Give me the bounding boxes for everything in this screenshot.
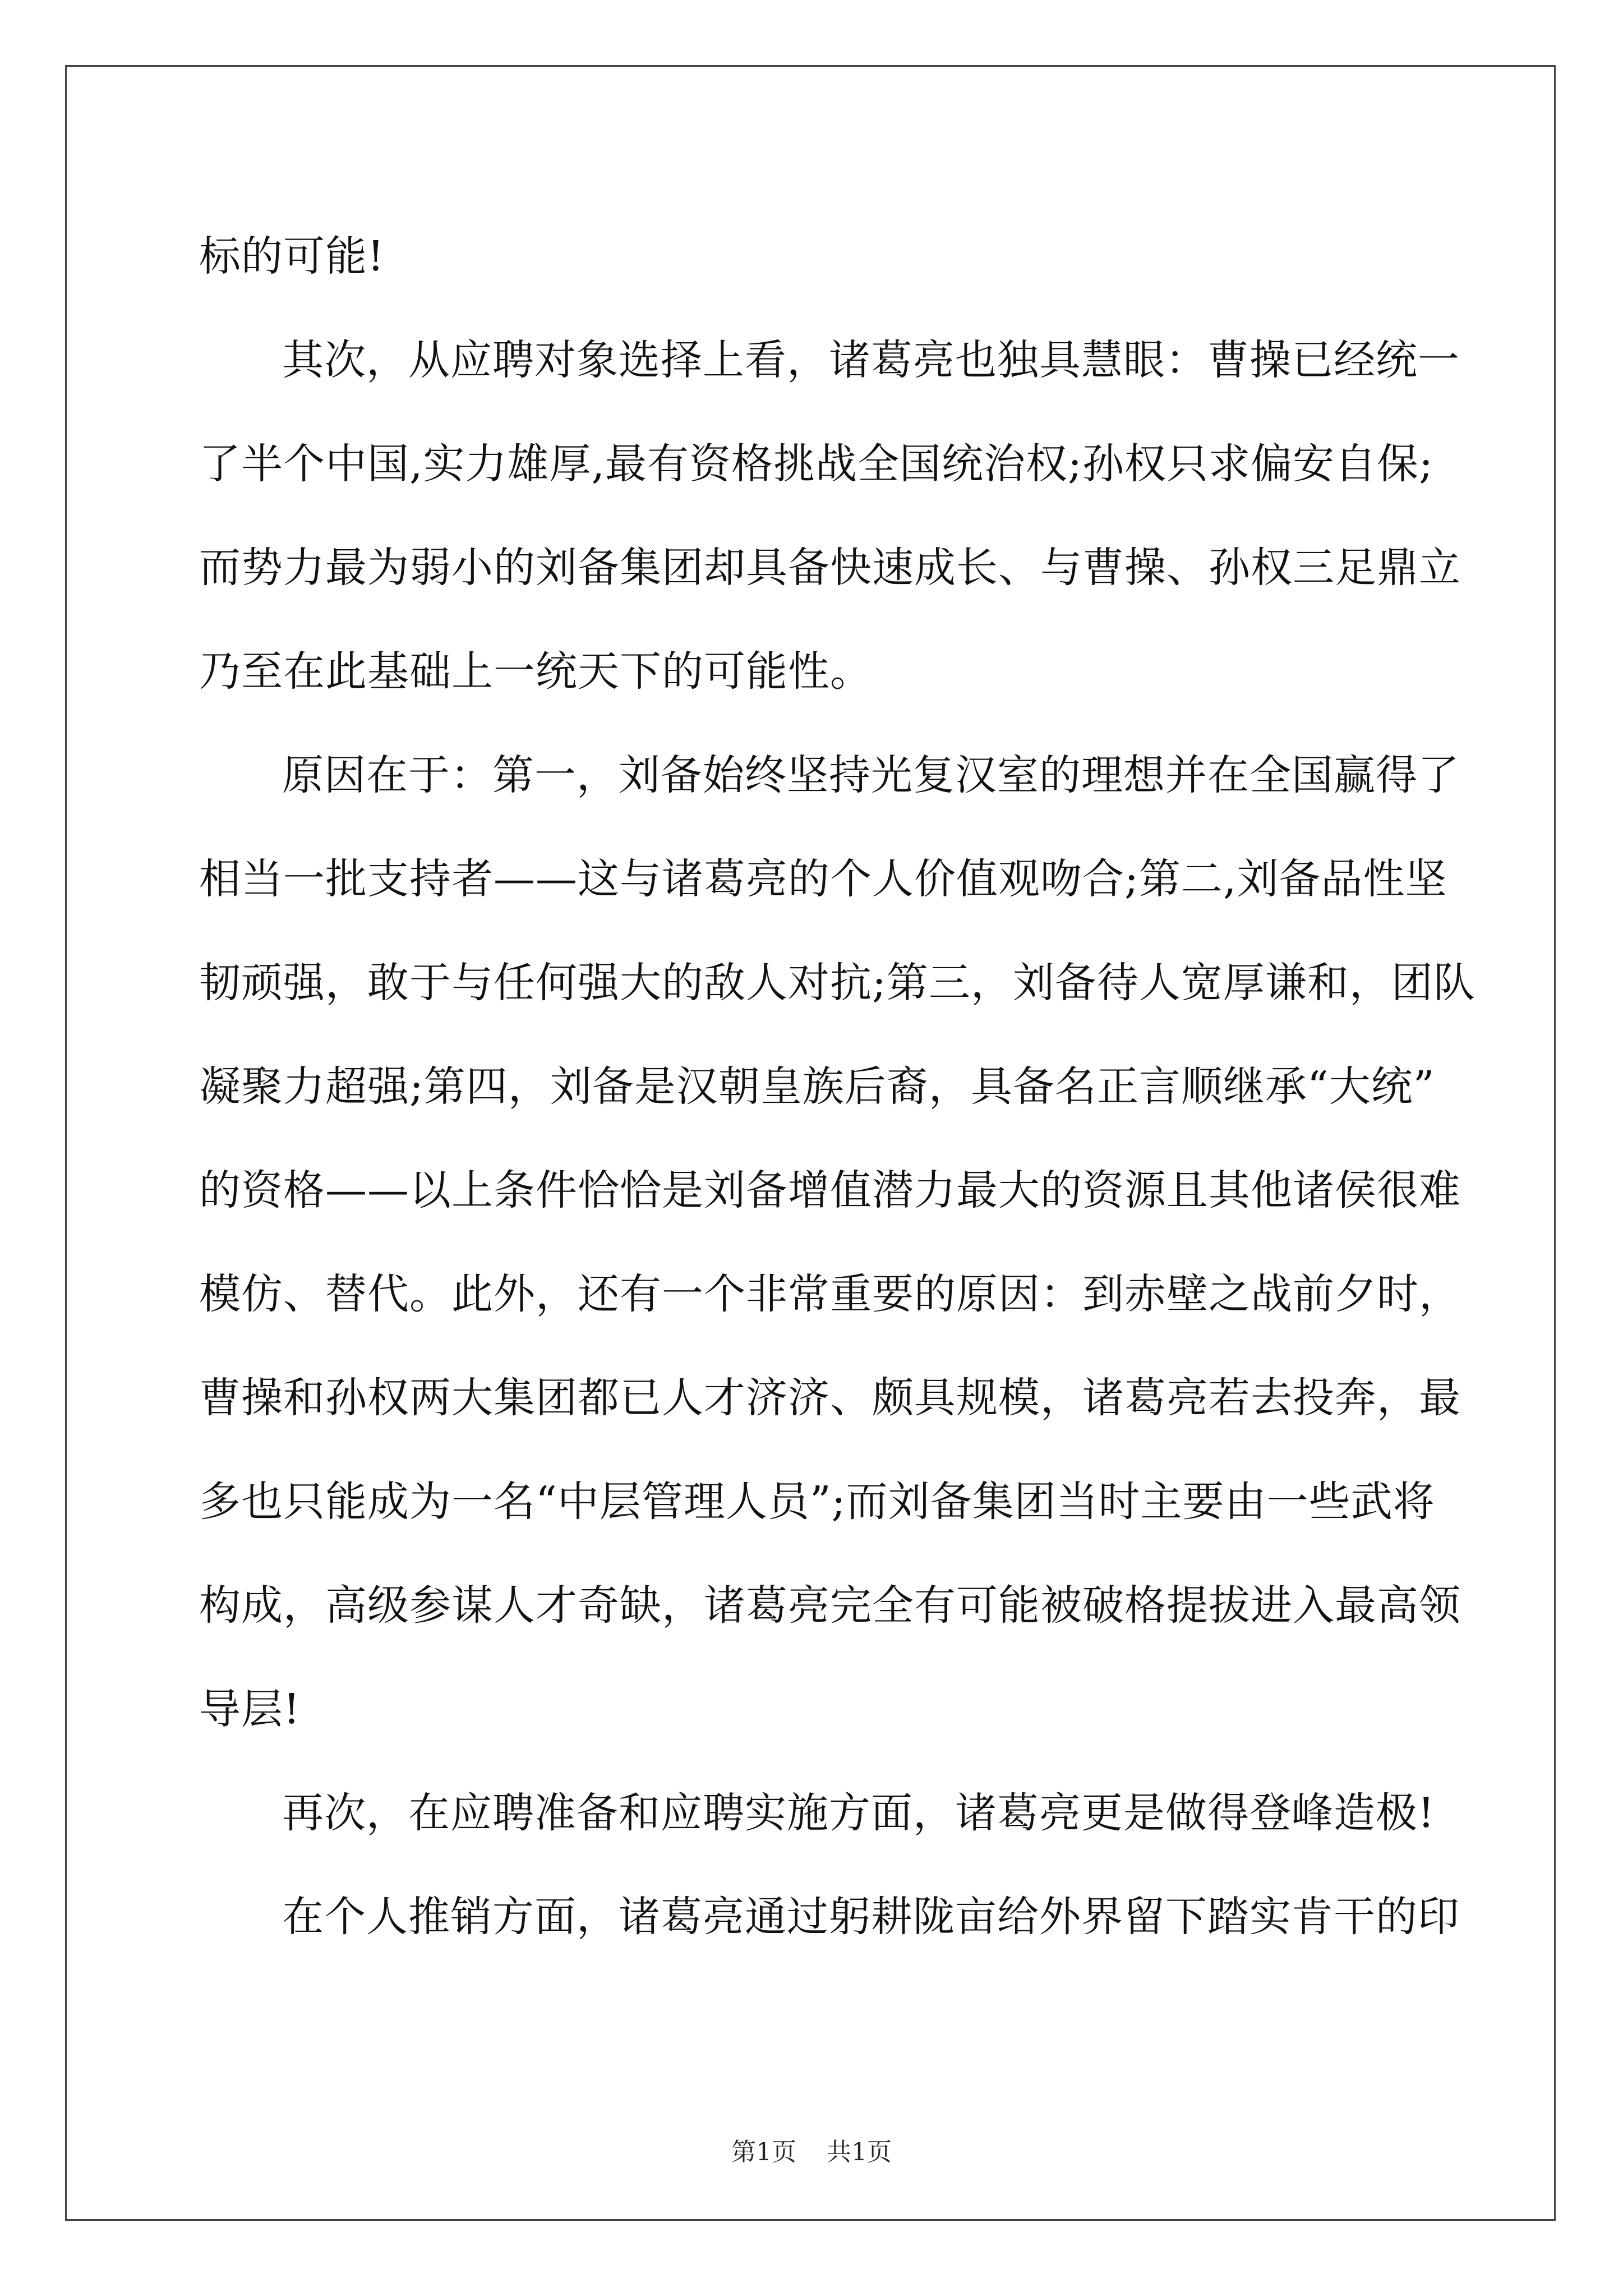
text-line-13: 多也只能成为一名“中层管理人员”;而刘备集团当时主要由一些武将	[199, 1478, 1435, 1526]
text-line-4: 而势力最为弱小的刘备集团却具备快速成长、与曹操、孙权三足鼎立	[199, 544, 1461, 592]
text-line-7: 相当一批支持者——这与诸葛亮的个人价值观吻合;第二,刘备品性坚	[199, 855, 1447, 903]
page-number: 第1页	[731, 2138, 796, 2166]
text-line-14: 构成，高级参谋人才奇缺，诸葛亮完全有可能被破格提拔进入最高领	[199, 1581, 1461, 1630]
text-line-16: 再次，在应聘准备和应聘实施方面，诸葛亮更是做得登峰造极!	[282, 1789, 1435, 1837]
page-total: 共1页	[827, 2138, 892, 2166]
text-line-9: 凝聚力超强;第四，刘备是汉朝皇族后裔，具备名正言顺继承“大统”	[199, 1062, 1435, 1111]
text-line-8: 韧顽强，敢于与任何强大的敌人对抗;第三，刘备待人宽厚谦和，团队	[199, 959, 1476, 1007]
text-line-10: 的资格——以上条件恰恰是刘备增值潜力最大的资源且其他诸侯很难	[199, 1166, 1461, 1214]
text-line-12: 曹操和孙权两大集团都已人才济济、颇具规模，诸葛亮若去投奔，最	[199, 1374, 1461, 1422]
text-line-2: 其次，从应聘对象选择上看，诸葛亮也独具慧眼：曹操已经统一	[282, 336, 1460, 384]
text-line-1: 标的可能!	[199, 232, 385, 280]
text-line-15: 导层!	[199, 1685, 301, 1733]
document-body	[199, 205, 1476, 1969]
text-line-11: 模仿、替代。此外，还有一个非常重要的原因：到赤壁之战前夕时，	[199, 1270, 1461, 1318]
text-line-6: 原因在于：第一，刘备始终坚持光复汉室的理想并在全国赢得了	[282, 751, 1460, 799]
page-footer	[0, 2132, 1623, 2168]
text-line-5: 乃至在此基础上一统天下的可能性。	[199, 647, 872, 696]
text-line-3: 了半个中国,实力雄厚,最有资格挑战全国统治权;孙权只求偏安自保;	[199, 440, 1433, 488]
text-line-17: 在个人推销方面，诸葛亮通过躬耕陇亩给外界留下踏实肯干的印	[282, 1893, 1460, 1941]
